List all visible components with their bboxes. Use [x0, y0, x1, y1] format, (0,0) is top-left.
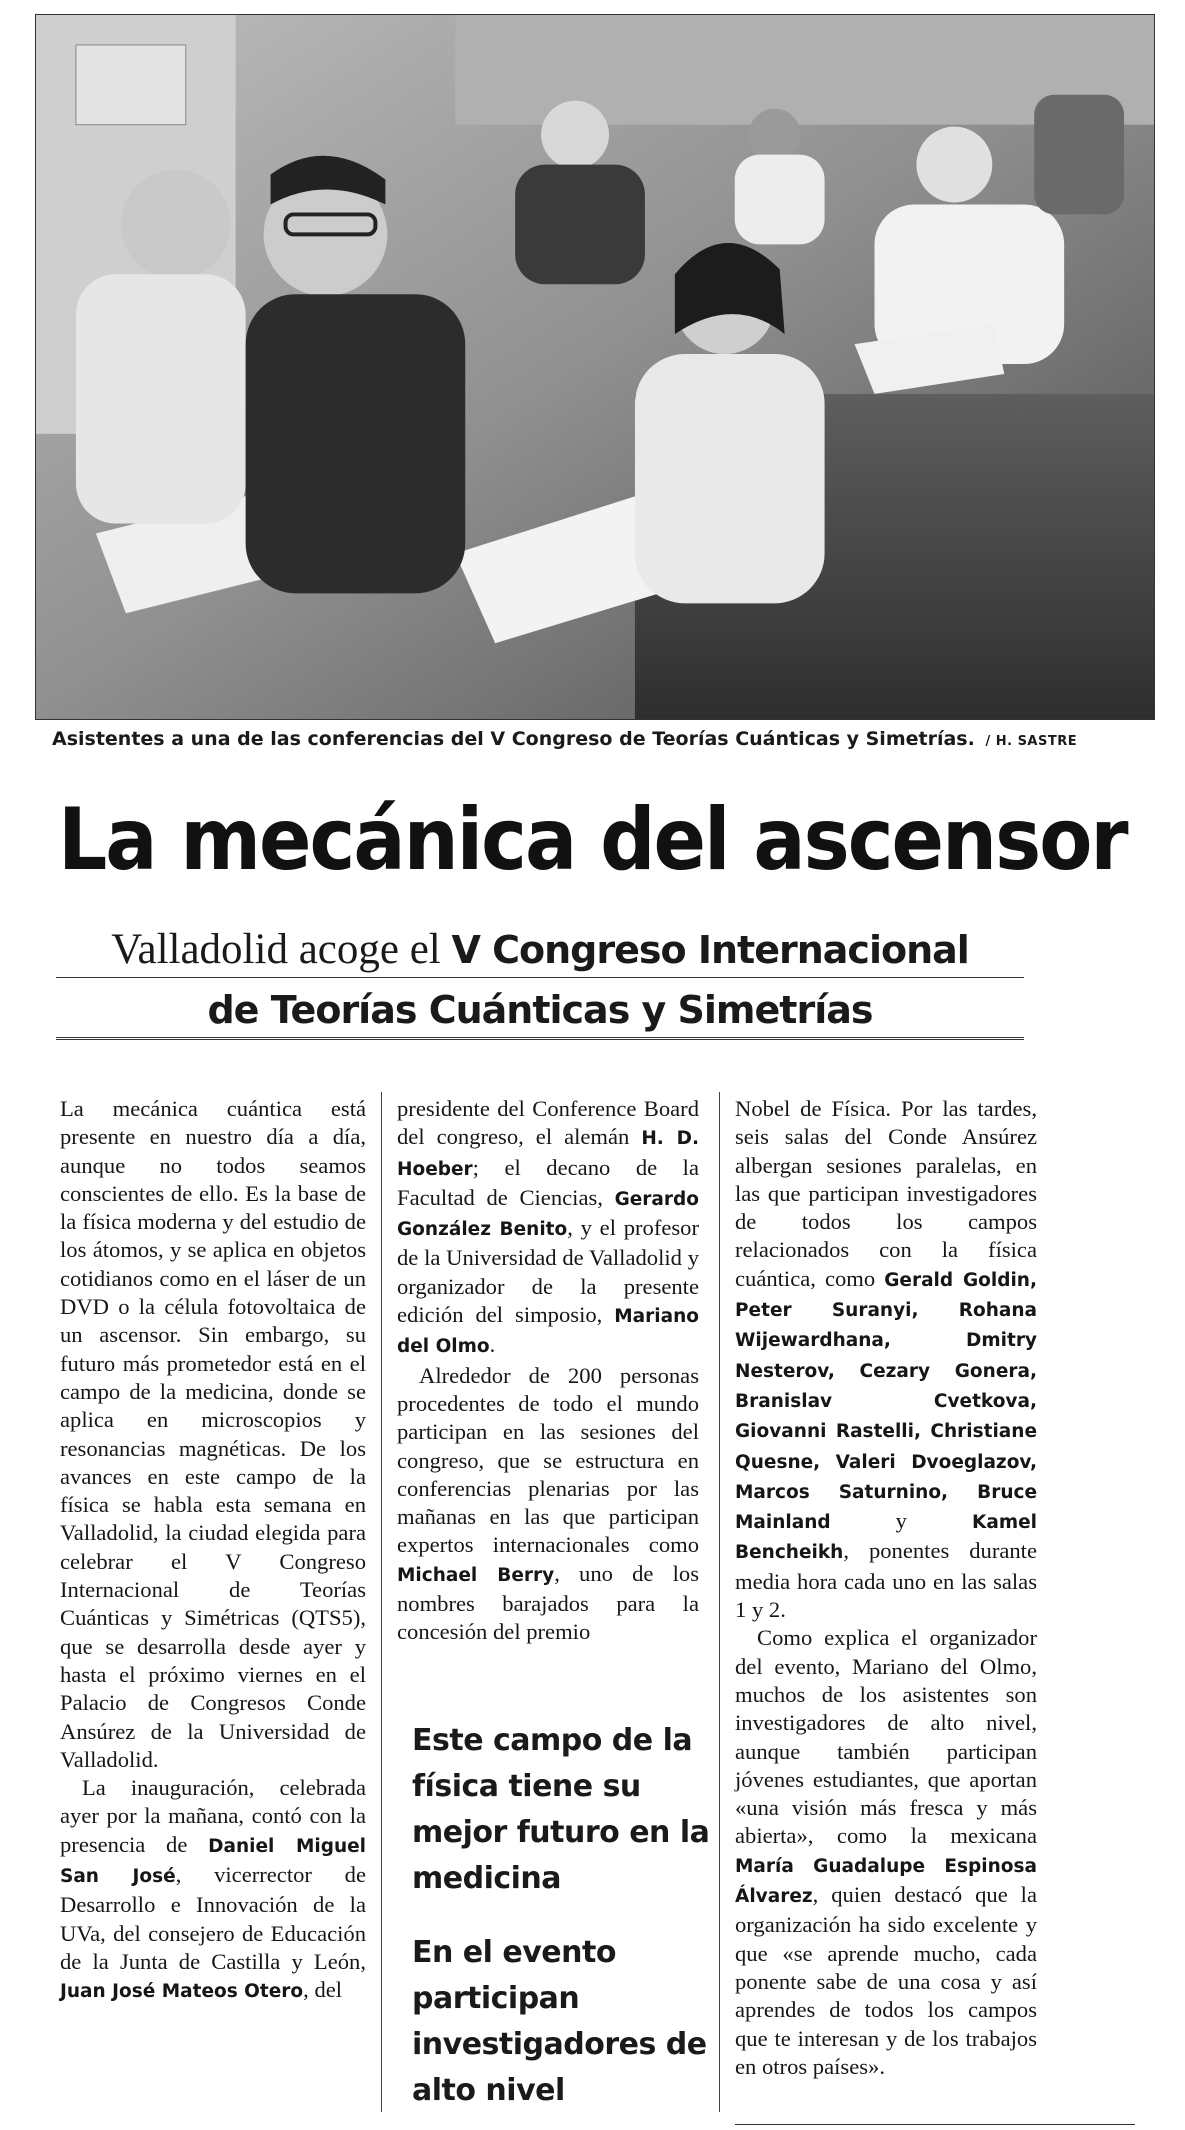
col1-paragraph-2 — [60, 1774, 366, 2006]
photo-caption — [52, 728, 1152, 750]
subhead-rule-1 — [56, 977, 1024, 978]
article-photo — [35, 14, 1155, 720]
photo-credit: / H. SASTRE — [985, 734, 1078, 749]
col2-p1-text-a: presidente del Conference Board del congreso, el alemán — [397, 1096, 699, 1150]
subhead-normal: Valladolid acoge el — [111, 926, 452, 973]
col2-paragraph-2 — [397, 1362, 699, 1647]
subhead-bold-1: V Congreso Internacional — [451, 928, 969, 972]
col1-p2-text-b: , vicerrector de Desarrollo e Innovación de la UVa, del consejero de Educación de la Junta de Castilla y León, — [60, 1862, 366, 1974]
person-name: María Guadalupe Espinosa Álvarez — [735, 1855, 1037, 1908]
bottom-rule — [735, 2124, 1135, 2125]
person-name: Juan José Mateos Otero — [60, 1981, 304, 2003]
subhead-rule-2 — [56, 1037, 1024, 1038]
col1-paragraph-1: La mecánica cuántica está presente en nuestro día a día, aunque no todos seamos conscientes de ello. Es la base de la física moderna y del estudio de los átomos, y se aplica en objetos cotidianos como en el láser de un DVD o la célula fotovoltaica de un ascensor. Sin embargo, su futuro más prometedor está en el campo de la medicina, donde se aplica en microscopios y resonancias magnéticas. De los avances en este campo de la física se habla esta semana en Valladolid, la ciudad elegida para celebrar el V Congreso Internacional de Teorías Cuánticas y Simétricas (QTS5), que se desarrolla desde ayer y hasta el próximo viernes en el Palacio de Congresos Conde Ansúrez de la Universidad de Valladolid. — [60, 1096, 366, 1772]
subhead-line-1 — [56, 920, 1024, 980]
person-name: Gerardo González Benito — [397, 1188, 699, 1241]
col2-p1-text-b: ; el decano de la Facultad de Ciencias, — [397, 1154, 699, 1210]
col2-p1-text-c: , y el profesor de la Universidad de Valladolid y organizador de la presente edición del simposio, — [397, 1215, 699, 1328]
col2-paragraph-1 — [397, 1095, 699, 1362]
article-column-2 — [397, 1095, 699, 1647]
person-name: Kamel Bencheikh — [735, 1512, 1037, 1564]
col2-p2-text-b: , uno de los nombres barajados para la concesión del premio — [397, 1560, 699, 1645]
col3-p1-text-c: , ponentes durante media hora cada uno en las salas 1 y 2. — [735, 1538, 1037, 1623]
person-name: Michael Berry — [397, 1564, 555, 1586]
subhead-line-2 — [56, 980, 1024, 1040]
column-divider-2 — [719, 1092, 720, 2112]
photo-conference-attendees-icon — [36, 15, 1154, 719]
person-name: H. D. Hoeber — [397, 1128, 699, 1180]
caption-text: Asistentes a una de las conferencias del V Congreso de Teorías Cuánticas y Simetrías. — [52, 728, 975, 750]
col3-p2-text-a: Como explica el organizador del evento, Mariano del Olmo, muchos de los asistentes son investigadores de alto nivel, aunque también participan jóvenes estudiantes, que aportan «una visión más fresca y más abierta», como la mexicana — [735, 1625, 1037, 1849]
col2-p2-text-a: Alrededor de 200 personas procedentes de todo el mundo participan en las sesiones del congreso, que se estructura en conferencias plenarias por las mañanas en las que participan expertos internacionales como — [397, 1362, 699, 1558]
pull-quote-1: Este campo de la física tiene su mejor futuro en la medicina — [412, 1723, 710, 1896]
subheadline — [56, 920, 1024, 1040]
subhead-rule-2b — [56, 1039, 1024, 1040]
person-names-list: Gerald Goldin, Peter Suranyi, Rohana Wijewardhana, Dmitry Nesterov, Cezary Gonera, Branislav Cvetkova, Giovanni Rastelli, Christiane Quesne, Valeri Dvoeglazov, Marcos Saturnino, Bruce Mainland — [735, 1269, 1038, 1534]
headline: La mecánica del ascensor — [58, 790, 1127, 890]
article-column-3 — [735, 1095, 1037, 2081]
subhead-bold-2: de Teorías Cuánticas y Simetrías — [207, 988, 873, 1032]
person-name: Mariano del Olmo — [397, 1306, 699, 1358]
pull-quote-2: En el evento participan investigadores de alto nivel — [412, 1935, 707, 2108]
col3-p1-text-b: y — [830, 1508, 972, 1534]
column-divider-1 — [381, 1092, 382, 2112]
col1-p2-text-a: La inauguración, celebrada ayer por la mañana, contó con la presencia de — [60, 1775, 366, 1857]
article-column-1 — [60, 1095, 366, 2007]
col3-p1-text-a: Nobel de Física. Por las tardes, seis salas del Conde Ansúrez albergan sesiones paralelas, en las que participan investigadores de todos los campos relacionados con la física cuántica, como — [735, 1096, 1037, 1291]
col3-paragraph-1 — [735, 1095, 1037, 1624]
person-name: Daniel Miguel San José — [60, 1835, 366, 1888]
col1-p2-text-c: , del — [303, 1977, 343, 2003]
col3-p2-text-b: , quien destacó que la organización ha sido excelente y que «se aprende mucho, cada ponente sabe de una cosa y así aprendes de todos los campos que te interesan y de los trabajos en otros países». — [735, 1882, 1037, 2079]
col3-paragraph-2 — [735, 1624, 1037, 2081]
col2-p1-text-d: . — [489, 1332, 496, 1358]
